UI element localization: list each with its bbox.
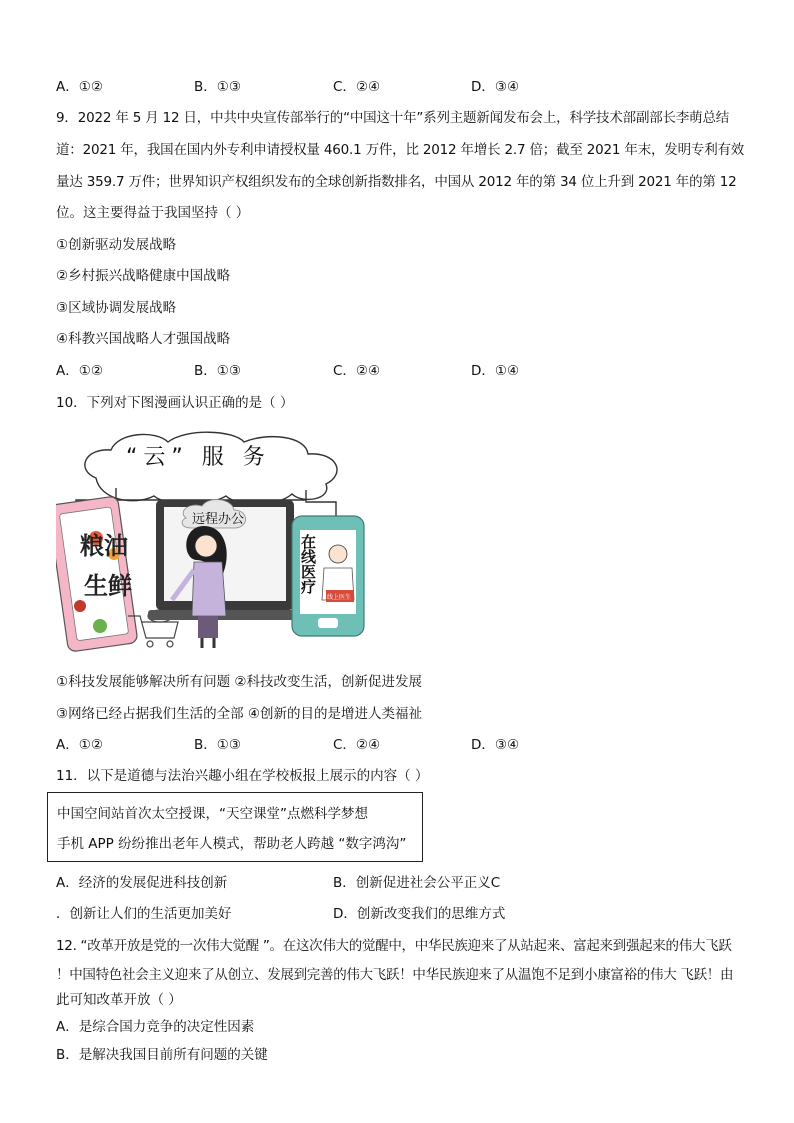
cloud-service-cartoon (56, 430, 376, 660)
q11-stem: 11．以下是道德与法治兴趣小组在学校板报上展示的内容（ ） (56, 768, 429, 784)
phone-text-online-medical: 在线医疗 (299, 534, 317, 594)
q11-option-d: D．创新改变我们的思维方式 (333, 906, 506, 922)
laptop-text-remote-office: 远程办公 (192, 512, 245, 527)
q8-option-b: B．①③ (194, 79, 241, 95)
tablet-text-fresh: 生鲜 (84, 572, 132, 600)
q12-stem-line-2: ！中国特色社会主义迎来了从创立、发展到完善的伟大飞跃！中华民族迎来了从温饱不足到小康富裕的伟大 飞跃！由 (56, 967, 734, 983)
q9-item-1: ①创新驱动发展战略 (56, 237, 177, 253)
q11-material-box (47, 792, 423, 862)
q12-stem-line-1: 12. “改革开放是党的一次伟大觉醒 ”。在这次伟大的觉醒中，中华民族迎来了从站起来、富起来到强起来的伟大飞跃 (56, 938, 732, 954)
q9-item-4: ④科教兴国战略人才强国战略 (56, 331, 231, 347)
tablet-device (56, 496, 138, 652)
q8-option-d: D．③④ (471, 79, 520, 95)
q10-item-1: ①科技发展能够解决所有问题 ②科技改变生活，创新促进发展 (56, 674, 422, 690)
q10-item-2: ③网络已经占据我们生活的全部 ④创新的目的是增进人类福祉 (56, 706, 422, 722)
q9-option-c: C．②④ (333, 363, 381, 379)
q9-stem-line-2: 道：2021 年，我国在国内外专利申请授权量 460.1 万件，比 2012 年增长 2.7 倍；截至 2021 年末，发明专利有效 (56, 142, 745, 158)
q8-option-a: A．①② (56, 79, 103, 95)
q9-option-b: B．①③ (194, 363, 241, 379)
q11-option-c: ．创新让人们的生活更加美好 (56, 906, 232, 922)
q12-stem-line-3: 此可知改革开放（ ） (56, 992, 182, 1008)
q11-option-a: A．经济的发展促进科技创新 (56, 875, 228, 891)
q9-option-a: A．①② (56, 363, 103, 379)
phone-device (292, 516, 364, 636)
q10-option-c: C．②④ (333, 737, 381, 753)
q9-stem-line-3: 量达 359.7 万件；世界知识产权组织发布的全球创新指数排名，中国从 2012 年的第 34 位上升到 2021 年的第 12 (56, 174, 737, 190)
q9-item-2: ②乡村振兴战略健康中国战略 (56, 268, 231, 284)
q10-option-d: D．③④ (471, 737, 520, 753)
q12-option-a: A．是综合国力竞争的决定性因素 (56, 1019, 255, 1035)
q9-stem-line-4: 位。这主要得益于我国坚持（ ） (56, 205, 250, 221)
phone-sign: 线上医生 (327, 594, 352, 601)
q11-box-line-1: 中国空间站首次太空授课，“天空课堂”点燃科学梦想 (57, 806, 368, 822)
q9-item-3: ③区域协调发展战略 (56, 300, 177, 316)
q10-option-a: A．①② (56, 737, 103, 753)
q10-option-b: B．①③ (194, 737, 241, 753)
q11-option-b: B．创新促进社会公平正义C (333, 875, 501, 891)
q12-option-b: B．是解决我国目前所有问题的关键 (56, 1047, 268, 1063)
q10-stem: 10．下列对下图漫画认识正确的是（ ） (56, 395, 294, 411)
q9-stem-line-1: 9．2022 年 5 月 12 日，中共中央宣传部举行的“中国这十年”系列主题新闻发布会上，科学技术部副部长李萌总结 (56, 110, 730, 126)
tablet-text-grain-oil: 粮油 (80, 532, 128, 560)
q11-box-line-2: 手机 APP 纷纷推出老年人模式，帮助老人跨越 “数字鸿沟” (57, 836, 407, 852)
cloud-title: “云” 服 务 (126, 445, 271, 470)
q9-option-d: D．①④ (471, 363, 520, 379)
q8-option-c: C．②④ (333, 79, 381, 95)
